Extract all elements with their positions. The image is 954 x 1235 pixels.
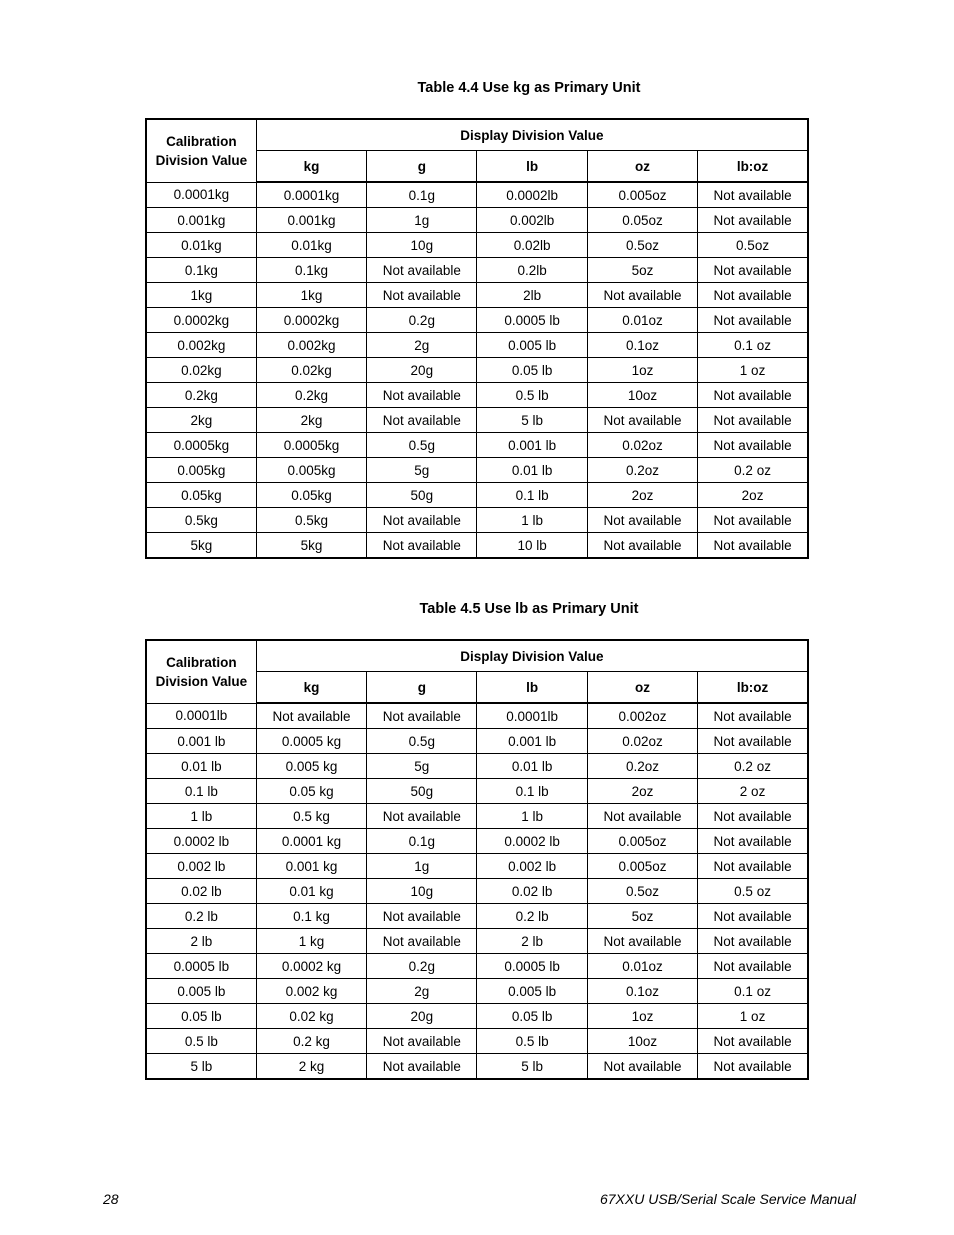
kg-primary-unit-table	[145, 118, 809, 559]
table-row	[146, 233, 808, 258]
table-cell: 0.5 oz	[698, 879, 808, 904]
table-row	[146, 483, 808, 508]
table-cell: 2g	[367, 979, 477, 1004]
table-row	[146, 829, 808, 854]
table-cell: Not available	[367, 1029, 477, 1054]
table-cell: 1 lb	[146, 804, 256, 829]
table-cell: 0.001 lb	[477, 433, 587, 458]
table-caption-text: Table 4.5 Use lb as Primary Unit	[419, 601, 639, 617]
table-cell: Not available	[367, 804, 477, 829]
table-cell: 1oz	[587, 358, 697, 383]
unit-header-lboz: lb:oz	[698, 151, 808, 183]
table-cell: 0.0002 kg	[256, 954, 366, 979]
table-cell: 10g	[367, 879, 477, 904]
table-cell: 0.005oz	[587, 829, 697, 854]
table-cell: 2 kg	[256, 1054, 366, 1080]
table-row	[146, 433, 808, 458]
table-cell: 0.1 kg	[256, 904, 366, 929]
table-row	[146, 904, 808, 929]
unit-header-oz: oz	[587, 672, 697, 704]
table-cell: 0.5g	[367, 433, 477, 458]
table-cell: 10oz	[587, 383, 697, 408]
unit-header-lboz: lb:oz	[698, 672, 808, 704]
table-cell: Not available	[367, 929, 477, 954]
header-line: Calibration	[166, 133, 237, 149]
table-cell: 0.02kg	[146, 358, 256, 383]
table-cell: 0.02 kg	[256, 1004, 366, 1029]
table-row	[146, 854, 808, 879]
table-cell: 50g	[367, 779, 477, 804]
table-cell: Not available	[367, 904, 477, 929]
lb-primary-unit-table	[145, 639, 809, 1080]
table-cell: Not available	[698, 929, 808, 954]
table-cell: 0.002kg	[146, 333, 256, 358]
table-cell: Not available	[698, 703, 808, 729]
table-cell: 0.02lb	[477, 233, 587, 258]
table-cell: Not available	[698, 829, 808, 854]
table-cell: 2lb	[477, 283, 587, 308]
table-cell: Not available	[587, 804, 697, 829]
table-row	[146, 729, 808, 754]
table-cell: 0.1oz	[587, 979, 697, 1004]
table-cell: 0.0005 kg	[256, 729, 366, 754]
table-row	[146, 979, 808, 1004]
table-row	[146, 703, 808, 729]
table-cell: 0.1 lb	[477, 779, 587, 804]
table-cell: Not available	[698, 854, 808, 879]
unit-header-kg: kg	[256, 151, 366, 183]
table-cell: 1 lb	[477, 804, 587, 829]
header-line: Division Value	[155, 673, 248, 689]
table-cell: 5 lb	[146, 1054, 256, 1080]
table-cell: 0.0005 lb	[477, 954, 587, 979]
table-cell: Not available	[367, 283, 477, 308]
table-row	[146, 954, 808, 979]
table-row	[146, 358, 808, 383]
table-row	[146, 779, 808, 804]
table-row	[146, 458, 808, 483]
table-cell: 0.5oz	[587, 879, 697, 904]
table-cell: 0.2kg	[146, 383, 256, 408]
table-cell: 0.0002lb	[477, 182, 587, 208]
table-cell: 0.2 oz	[698, 754, 808, 779]
table-cell: 2kg	[256, 408, 366, 433]
table-cell: 0.0002 lb	[146, 829, 256, 854]
table-cell: 0.002kg	[256, 333, 366, 358]
header-line: Calibration	[166, 654, 237, 670]
table-cell: 1g	[367, 208, 477, 233]
table-cell: Not available	[367, 408, 477, 433]
table-cell: 2 lb	[477, 929, 587, 954]
table-cell: 0.0002kg	[256, 308, 366, 333]
table-cell: Not available	[698, 1029, 808, 1054]
table-cell: 0.001kg	[256, 208, 366, 233]
table-cell: Not available	[698, 904, 808, 929]
table-cell: 2kg	[146, 408, 256, 433]
unit-header-lb: lb	[477, 151, 587, 183]
table-cell: 0.5 lb	[146, 1029, 256, 1054]
table-cell: 0.01kg	[256, 233, 366, 258]
table-cell: 0.0005kg	[256, 433, 366, 458]
table-row	[146, 283, 808, 308]
table-cell: 5oz	[587, 258, 697, 283]
table-cell: Not available	[587, 508, 697, 533]
table-cell: 0.0001lb	[477, 703, 587, 729]
table-cell: 0.01oz	[587, 954, 697, 979]
table-cell: 0.0005kg	[146, 433, 256, 458]
calibration-division-header	[146, 119, 256, 182]
table-cell: 0.1kg	[256, 258, 366, 283]
table-cell: 0.01kg	[146, 233, 256, 258]
table-cell: Not available	[367, 383, 477, 408]
table-cell: 5g	[367, 754, 477, 779]
table-cell: 1g	[367, 854, 477, 879]
table-caption	[145, 80, 809, 96]
table-cell: 1oz	[587, 1004, 697, 1029]
table-cell: 0.0005 lb	[146, 954, 256, 979]
table-cell: 2oz	[698, 483, 808, 508]
table-cell: Not available	[587, 533, 697, 559]
table-cell: 1 oz	[698, 358, 808, 383]
table-cell: 0.0001lb	[146, 703, 256, 729]
table-cell: 0.05 lb	[477, 1004, 587, 1029]
table-cell: 0.2g	[367, 308, 477, 333]
table-row	[146, 333, 808, 358]
manual-title: 67XXU USB/Serial Scale Service Manual	[599, 1191, 856, 1207]
table-cell: 0.5kg	[256, 508, 366, 533]
table-cell: 0.005oz	[587, 854, 697, 879]
table-cell: 2 lb	[146, 929, 256, 954]
table-cell: 0.2 lb	[477, 904, 587, 929]
table-cell: 0.005oz	[587, 182, 697, 208]
table-cell: 0.002 lb	[477, 854, 587, 879]
table-cell: 0.5 lb	[477, 1029, 587, 1054]
table-cell: 0.001 kg	[256, 854, 366, 879]
table-cell: 0.2 kg	[256, 1029, 366, 1054]
table-cell: 0.0005 lb	[477, 308, 587, 333]
table-cell: 0.1g	[367, 182, 477, 208]
table-cell: 10g	[367, 233, 477, 258]
table-cell: 0.05oz	[587, 208, 697, 233]
table-cell: Not available	[698, 433, 808, 458]
table-cell: 0.002 lb	[146, 854, 256, 879]
table-cell: 0.5g	[367, 729, 477, 754]
calibration-division-header	[146, 640, 256, 703]
table-cell: 20g	[367, 358, 477, 383]
table-row	[146, 929, 808, 954]
table-caption	[145, 601, 809, 617]
table-cell: Not available	[698, 729, 808, 754]
table-row	[146, 383, 808, 408]
table-cell: Not available	[698, 508, 808, 533]
table-cell: 0.0002kg	[146, 308, 256, 333]
table-cell: 0.5oz	[698, 233, 808, 258]
display-division-header: Display Division Value	[256, 640, 808, 672]
table-cell: 0.2lb	[477, 258, 587, 283]
table-row	[146, 508, 808, 533]
table-cell: Not available	[367, 508, 477, 533]
table-cell: Not available	[587, 929, 697, 954]
table-cell: 0.002oz	[587, 703, 697, 729]
table-cell: Not available	[587, 408, 697, 433]
table-cell: Not available	[698, 383, 808, 408]
table-cell: 1 oz	[698, 1004, 808, 1029]
unit-header-lb: lb	[477, 672, 587, 704]
unit-header-oz: oz	[587, 151, 697, 183]
table-row	[146, 408, 808, 433]
table-cell: 5kg	[256, 533, 366, 559]
table-cell: 0.02 lb	[146, 879, 256, 904]
table-row	[146, 258, 808, 283]
table-row	[146, 308, 808, 333]
table-cell: 0.1oz	[587, 333, 697, 358]
table-cell: 0.0001kg	[256, 182, 366, 208]
table-cell: 0.0001kg	[146, 182, 256, 208]
table-cell: 0.5kg	[146, 508, 256, 533]
table-cell: Not available	[367, 703, 477, 729]
table-cell: 0.02oz	[587, 729, 697, 754]
table-cell: 0.005 lb	[146, 979, 256, 1004]
table-cell: 0.1kg	[146, 258, 256, 283]
table-cell: 0.005 lb	[477, 333, 587, 358]
unit-header-g: g	[367, 672, 477, 704]
page-number: 28	[103, 1191, 119, 1207]
table-cell: 1 lb	[477, 508, 587, 533]
table-cell: 5g	[367, 458, 477, 483]
table-cell: 0.05kg	[256, 483, 366, 508]
table-cell: 0.1 oz	[698, 333, 808, 358]
table-cell: 0.5 lb	[477, 383, 587, 408]
table-cell: 2oz	[587, 779, 697, 804]
table-cell: 0.2kg	[256, 383, 366, 408]
table-cell: 10 lb	[477, 533, 587, 559]
table-cell: 0.2 oz	[698, 458, 808, 483]
table-cell: 0.001kg	[146, 208, 256, 233]
table-cell: 0.2oz	[587, 458, 697, 483]
table-body	[146, 182, 808, 558]
table-cell: 0.005kg	[256, 458, 366, 483]
table-cell: Not available	[698, 408, 808, 433]
table-cell: Not available	[367, 1054, 477, 1080]
table-cell: Not available	[698, 308, 808, 333]
table-cell: 0.02oz	[587, 433, 697, 458]
unit-header-g: g	[367, 151, 477, 183]
table-cell: Not available	[256, 703, 366, 729]
table-row	[146, 1054, 808, 1080]
table-row	[146, 182, 808, 208]
table-cell: 0.0001 kg	[256, 829, 366, 854]
table-cell: 1kg	[146, 283, 256, 308]
table-cell: 0.2g	[367, 954, 477, 979]
table-cell: 5 lb	[477, 1054, 587, 1080]
table-cell: 5oz	[587, 904, 697, 929]
table-cell: 0.1 lb	[146, 779, 256, 804]
table-cell: 10oz	[587, 1029, 697, 1054]
table-cell: 0.01 lb	[477, 458, 587, 483]
table-cell: Not available	[587, 283, 697, 308]
table-cell: Not available	[698, 208, 808, 233]
table-cell: 0.05 lb	[146, 1004, 256, 1029]
table-cell: 0.1g	[367, 829, 477, 854]
table-cell: 0.1 oz	[698, 979, 808, 1004]
table-row	[146, 1029, 808, 1054]
table-cell: 1kg	[256, 283, 366, 308]
table-cell: 5 lb	[477, 408, 587, 433]
table-cell: 0.05kg	[146, 483, 256, 508]
table-caption-text: Table 4.4 Use kg as Primary Unit	[417, 80, 641, 96]
table-cell: Not available	[698, 1054, 808, 1080]
table-cell: 0.0002 lb	[477, 829, 587, 854]
display-division-header: Display Division Value	[256, 119, 808, 151]
table-cell: Not available	[698, 283, 808, 308]
table-cell: Not available	[367, 258, 477, 283]
table-cell: Not available	[698, 804, 808, 829]
table-cell: 0.2 lb	[146, 904, 256, 929]
table-cell: 5kg	[146, 533, 256, 559]
table-row	[146, 879, 808, 904]
table-row	[146, 1004, 808, 1029]
table-cell: Not available	[698, 258, 808, 283]
table-cell: 1 kg	[256, 929, 366, 954]
table-cell: 50g	[367, 483, 477, 508]
table-body	[146, 703, 808, 1079]
table-cell: 0.001 lb	[477, 729, 587, 754]
unit-header-kg: kg	[256, 672, 366, 704]
table-cell: 0.5 kg	[256, 804, 366, 829]
table-cell: 0.02 lb	[477, 879, 587, 904]
table-cell: Not available	[698, 182, 808, 208]
table-row	[146, 533, 808, 559]
table-row	[146, 754, 808, 779]
table-cell: 0.001 lb	[146, 729, 256, 754]
table-cell: 0.005 lb	[477, 979, 587, 1004]
table-cell: 0.1 lb	[477, 483, 587, 508]
table-cell: 0.02kg	[256, 358, 366, 383]
table-cell: 2g	[367, 333, 477, 358]
table-cell: 2oz	[587, 483, 697, 508]
table-cell: 0.01 lb	[146, 754, 256, 779]
table-cell: 0.002 kg	[256, 979, 366, 1004]
table-cell: 20g	[367, 1004, 477, 1029]
table-cell: 0.005kg	[146, 458, 256, 483]
table-cell: Not available	[587, 1054, 697, 1080]
table-cell: 0.05 kg	[256, 779, 366, 804]
header-line: Division Value	[155, 152, 248, 168]
table-row	[146, 804, 808, 829]
table-cell: 0.002lb	[477, 208, 587, 233]
table-cell: 0.01 kg	[256, 879, 366, 904]
table-cell: Not available	[698, 954, 808, 979]
table-cell: 0.2oz	[587, 754, 697, 779]
table-cell: Not available	[698, 533, 808, 559]
table-cell: 2 oz	[698, 779, 808, 804]
table-cell: 0.005 kg	[256, 754, 366, 779]
table-cell: 0.05 lb	[477, 358, 587, 383]
table-cell: 0.01oz	[587, 308, 697, 333]
table-cell: Not available	[367, 533, 477, 559]
table-cell: 0.01 lb	[477, 754, 587, 779]
table-row	[146, 208, 808, 233]
table-cell: 0.5oz	[587, 233, 697, 258]
